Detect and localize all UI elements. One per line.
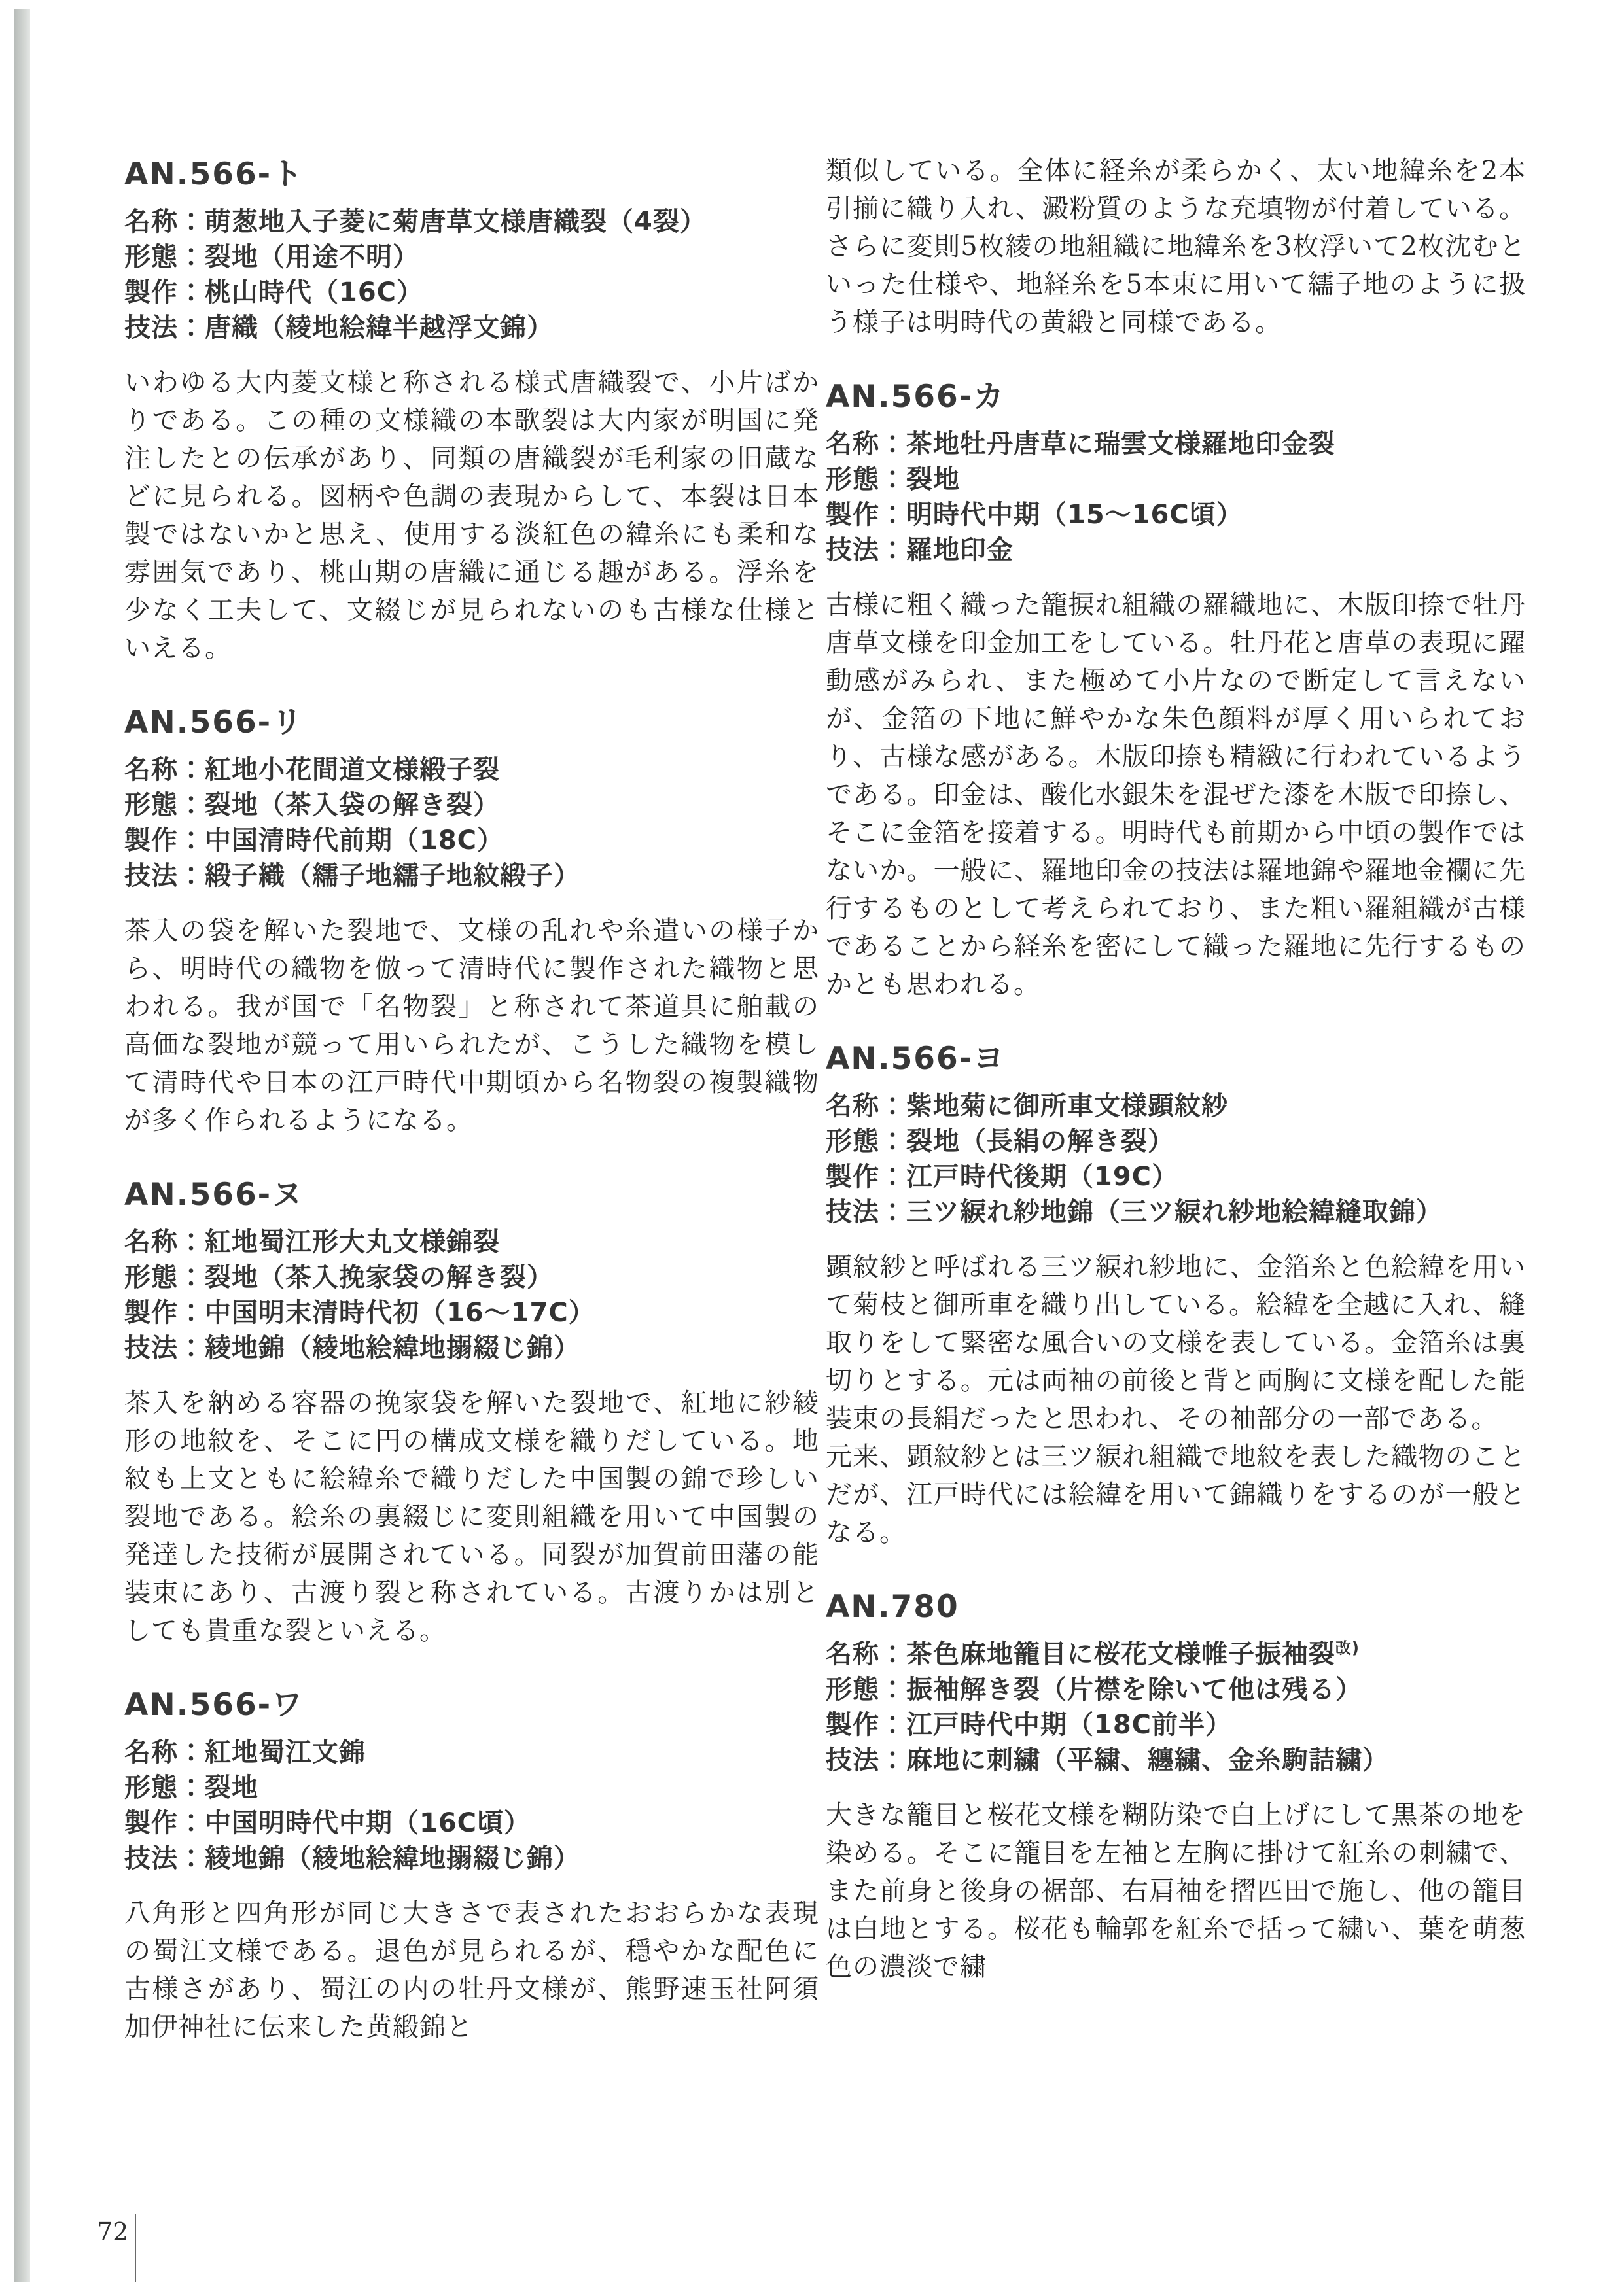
field-production: [124, 275, 819, 310]
field-label: 製作：: [124, 1298, 205, 1328]
entry-id: AN.566-ヌ: [124, 1177, 304, 1213]
field-value: 明時代中期（15〜16C頃）: [906, 500, 1243, 530]
entry-an566-ri: [124, 704, 819, 1139]
field-label: 名称：: [826, 429, 906, 459]
field-label: 技法：: [124, 1333, 205, 1363]
field-form: [124, 1260, 819, 1295]
field-label: 製作：: [826, 1710, 906, 1740]
field-label: 製作：: [124, 277, 205, 307]
field-production: [826, 1159, 1526, 1194]
scan-gutter-edge: [14, 9, 30, 2282]
field-value: 緞子織（繻子地繻子地紋緞子）: [205, 861, 580, 891]
field-value: 江戸時代中期（18C前半）: [906, 1710, 1233, 1740]
field-name: [124, 1735, 819, 1770]
entry-an566-ka: [826, 378, 1526, 1003]
revision-note-superscript: 改): [1335, 1639, 1360, 1658]
field-value: 茶地牡丹唐草に瑞雲文様羅地印金裂: [906, 429, 1335, 459]
field-value: 裂地: [205, 1773, 258, 1803]
field-value: 麻地に刺繍（平繍、纏繍、金糸駒詰繍）: [906, 1745, 1389, 1775]
footer-rule: [135, 2214, 136, 2282]
field-production: [826, 497, 1526, 532]
field-value: 桃山時代（16C）: [205, 277, 424, 307]
field-value: 裂地: [906, 464, 960, 495]
field-technique: [124, 1841, 819, 1876]
field-value: 綾地錦（綾地絵緯地搦綴じ錦）: [205, 1843, 580, 1873]
field-value: 振袖解き裂（片襟を除いて他は残る）: [906, 1675, 1362, 1705]
field-value: 裂地（長絹の解き裂）: [906, 1126, 1174, 1157]
entry-id: AN.566-ヨ: [826, 1041, 1006, 1077]
field-value: 三ツ綟れ紗地錦（三ツ綟れ紗地絵緯縫取錦）: [906, 1197, 1443, 1227]
field-name: [124, 752, 819, 788]
entry-an566-nu: [124, 1176, 819, 1650]
field-label: 形態：: [124, 1773, 205, 1803]
field-value: 裂地（茶入袋の解き裂）: [205, 790, 500, 820]
field-technique: [826, 1194, 1526, 1230]
field-value: 中国明末清時代初（16〜17C）: [205, 1298, 595, 1328]
field-name: [826, 1637, 1526, 1672]
field-form: [124, 1770, 819, 1805]
right-column: [826, 152, 1526, 1986]
field-label: 名称：: [124, 1737, 205, 1767]
entry-id: AN.566-ト: [124, 156, 304, 192]
field-form: [124, 788, 819, 823]
field-name: [826, 426, 1526, 462]
page-number: 72: [97, 2218, 129, 2246]
entry-id: AN.566-ワ: [124, 1687, 304, 1723]
field-label: 製作：: [826, 1162, 906, 1192]
field-label: 製作：: [124, 1808, 205, 1838]
left-column: [124, 156, 819, 2046]
entry-an566-yo: [826, 1040, 1526, 1552]
field-label: 技法：: [124, 1843, 205, 1873]
field-value: 中国清時代前期（18C）: [205, 826, 504, 856]
field-value: 中国明時代中期（16C頃）: [205, 1808, 531, 1838]
field-form: [124, 239, 819, 275]
continuation-paragraph: 類似している。全体に経糸が柔らかく、太い地緯糸を2本引揃に織り入れ、澱粉質のような充填物が付着している。さらに変則5枚綾の地組織に地緯糸を3枚浮いて2枚沈むといった仕様や、地経糸を5本束に用いて繻子地のように扱う様子は明時代の黄緞と同様である。: [826, 156, 1526, 338]
entry-an566-to: [124, 156, 819, 667]
field-production: [124, 823, 819, 858]
entry-paragraph: 茶入の袋を解いた裂地で、文様の乱れや糸遣いの様子から、明時代の織物を倣って清時代に製作された織物と思われる。我が国で「名物裂」と称されて茶道具に舶載の高価な裂地が競って用いられたが、こうした織物を模して清時代や日本の江戸時代中期頃から名物裂の複製織物が多く作られるようになる。: [124, 916, 819, 1136]
field-value: 裂地（用途不明）: [205, 242, 419, 272]
field-value: 紅地蜀江形大丸文様錦裂: [205, 1227, 500, 1257]
field-value: 紫地菊に御所車文様顕紋紗: [906, 1091, 1228, 1121]
field-label: 名称：: [124, 207, 205, 237]
entry-paragraph: 元来、顕紋紗とは三ツ綟れ組織で地紋を表した織物のことだが、江戸時代には絵緯を用いて錦織りをするのが一般となる。: [826, 1442, 1526, 1548]
field-label: 名称：: [826, 1091, 906, 1121]
field-label: 形態：: [124, 1262, 205, 1293]
field-value: 萌葱地入子菱に菊唐草文様唐織裂（4裂）: [205, 207, 707, 237]
field-value: 紅地小花間道文様緞子裂: [205, 755, 500, 785]
field-label: 名称：: [124, 755, 205, 785]
field-value: 綾地錦（綾地絵緯地搦綴じ錦）: [205, 1333, 580, 1363]
field-label: 形態：: [124, 242, 205, 272]
field-label: 技法：: [124, 861, 205, 891]
entry-id: AN.566-リ: [124, 704, 304, 740]
field-label: 形態：: [124, 790, 205, 820]
field-value: 唐織（綾地絵緯半越浮文錦）: [205, 313, 554, 343]
field-production: [826, 1707, 1526, 1743]
field-value: 紅地蜀江文錦: [205, 1737, 366, 1767]
field-label: 技法：: [826, 1745, 906, 1775]
field-value: 羅地印金: [906, 535, 1014, 565]
field-technique: [826, 532, 1526, 568]
field-form: [826, 1672, 1526, 1707]
field-label: 製作：: [124, 826, 205, 856]
field-technique: [124, 858, 819, 894]
entry-id: AN.566-カ: [826, 379, 1006, 415]
entry-an780: [826, 1588, 1526, 1986]
entry-id: AN.780: [826, 1589, 959, 1625]
entry-an566-wa: [124, 1686, 819, 2046]
entry-paragraph: 古様に粗く織った籠捩れ組織の羅織地に、木版印捺で牡丹唐草文様を印金加工をしている。牡丹花と唐草の表現に躍動感がみられ、また極めて小片なので断定して言えないが、金箔の下地に鮮やかな朱色顔料が厚く用いられており、古様な感がある。木版印捺も精緻に行われているようである。印金は、酸化水銀朱を混ぜた漆を木版で印捺し、そこに金箔を接着する。明時代も前期から中頃の製作ではないか。一般に、羅地印金の技法は羅地錦や羅地金襴に先行するものとして考えられており、また粗い羅組織が古様であることから経糸を密にして織った羅地に先行するものかとも思われる。: [826, 590, 1526, 1000]
field-form: [826, 1124, 1526, 1159]
field-label: 形態：: [826, 464, 906, 495]
field-technique: [124, 310, 819, 345]
field-form: [826, 462, 1526, 497]
entry-paragraph: 八角形と四角形が同じ大きさで表されたおおらかな表現の蜀江文様である。退色が見られるが、穏やかな配色に古様さがあり、蜀江の内の牡丹文様が、熊野速玉社阿須加伊神社に伝来した黄緞錦と: [124, 1898, 819, 2042]
field-label: 名称：: [124, 1227, 205, 1257]
entry-paragraph: 顕紋紗と呼ばれる三ツ綟れ紗地に、金箔糸と色絵緯を用いて菊枝と御所車を織り出している。絵緯を全越に入れ、縫取りをして緊密な風合いの文様を表している。金箔糸は裏切りとする。元は両袖の前後と背と両胸に文様を配した能装束の長絹だったと思われ、その袖部分の一部である。: [826, 1252, 1526, 1434]
field-value: 江戸時代後期（19C）: [906, 1162, 1179, 1192]
field-label: 製作：: [826, 500, 906, 530]
field-name: [826, 1088, 1526, 1124]
field-label: 技法：: [826, 535, 906, 565]
field-value: 裂地（茶入挽家袋の解き裂）: [205, 1262, 554, 1293]
field-value: 茶色麻地籠目に桜花文様帷子振袖裂: [906, 1639, 1335, 1669]
field-technique: [124, 1331, 819, 1366]
field-technique: [826, 1743, 1526, 1778]
field-label: 形態：: [826, 1675, 906, 1705]
entry-paragraph: 茶入を納める容器の挽家袋を解いた裂地で、紅地に紗綾形の地紋を、そこに円の構成文様を織りだしている。地紋も上文ともに絵緯糸で織りだした中国製の錦で珍しい裂地である。絵糸の裏綴じに変則組織を用いて中国製の発達した技術が展開されている。同裂が加賀前田藩の能装束にあり、古渡り裂と称されている。古渡りかは別としても貴重な裂といえる。: [124, 1388, 819, 1646]
field-production: [124, 1805, 819, 1841]
field-label: 技法：: [124, 313, 205, 343]
field-name: [124, 1225, 819, 1260]
entry-paragraph: いわゆる大内菱文様と称される様式唐織裂で、小片ばかりである。この種の文様織の本歌裂は大内家が明国に発注したとの伝承があり、同類の唐織裂が毛利家の旧蔵などに見られる。図柄や色調の表現からして、本裂は日本製ではないかと思え、使用する淡紅色の緯糸にも柔和な雰囲気であり、桃山期の唐織に通じる趣がある。浮糸を少なく工夫して、文綴じが見られないのも古様な仕様といえる。: [124, 368, 819, 663]
field-label: 名称：: [826, 1639, 906, 1669]
field-name: [124, 204, 819, 239]
entry-paragraph: 大きな籠目と桜花文様を糊防染で白上げにして黒茶の地を染める。そこに籠目を左袖と左胸に掛けて紅糸の刺繍で、また前身と後身の裾部、右肩袖を摺匹田で施し、他の籠目は白地とする。桜花も輪郭を紅糸で括って繍い、葉を萌葱色の濃淡で繍: [826, 1800, 1526, 1982]
field-production: [124, 1295, 819, 1331]
field-label: 形態：: [826, 1126, 906, 1157]
field-label: 技法：: [826, 1197, 906, 1227]
